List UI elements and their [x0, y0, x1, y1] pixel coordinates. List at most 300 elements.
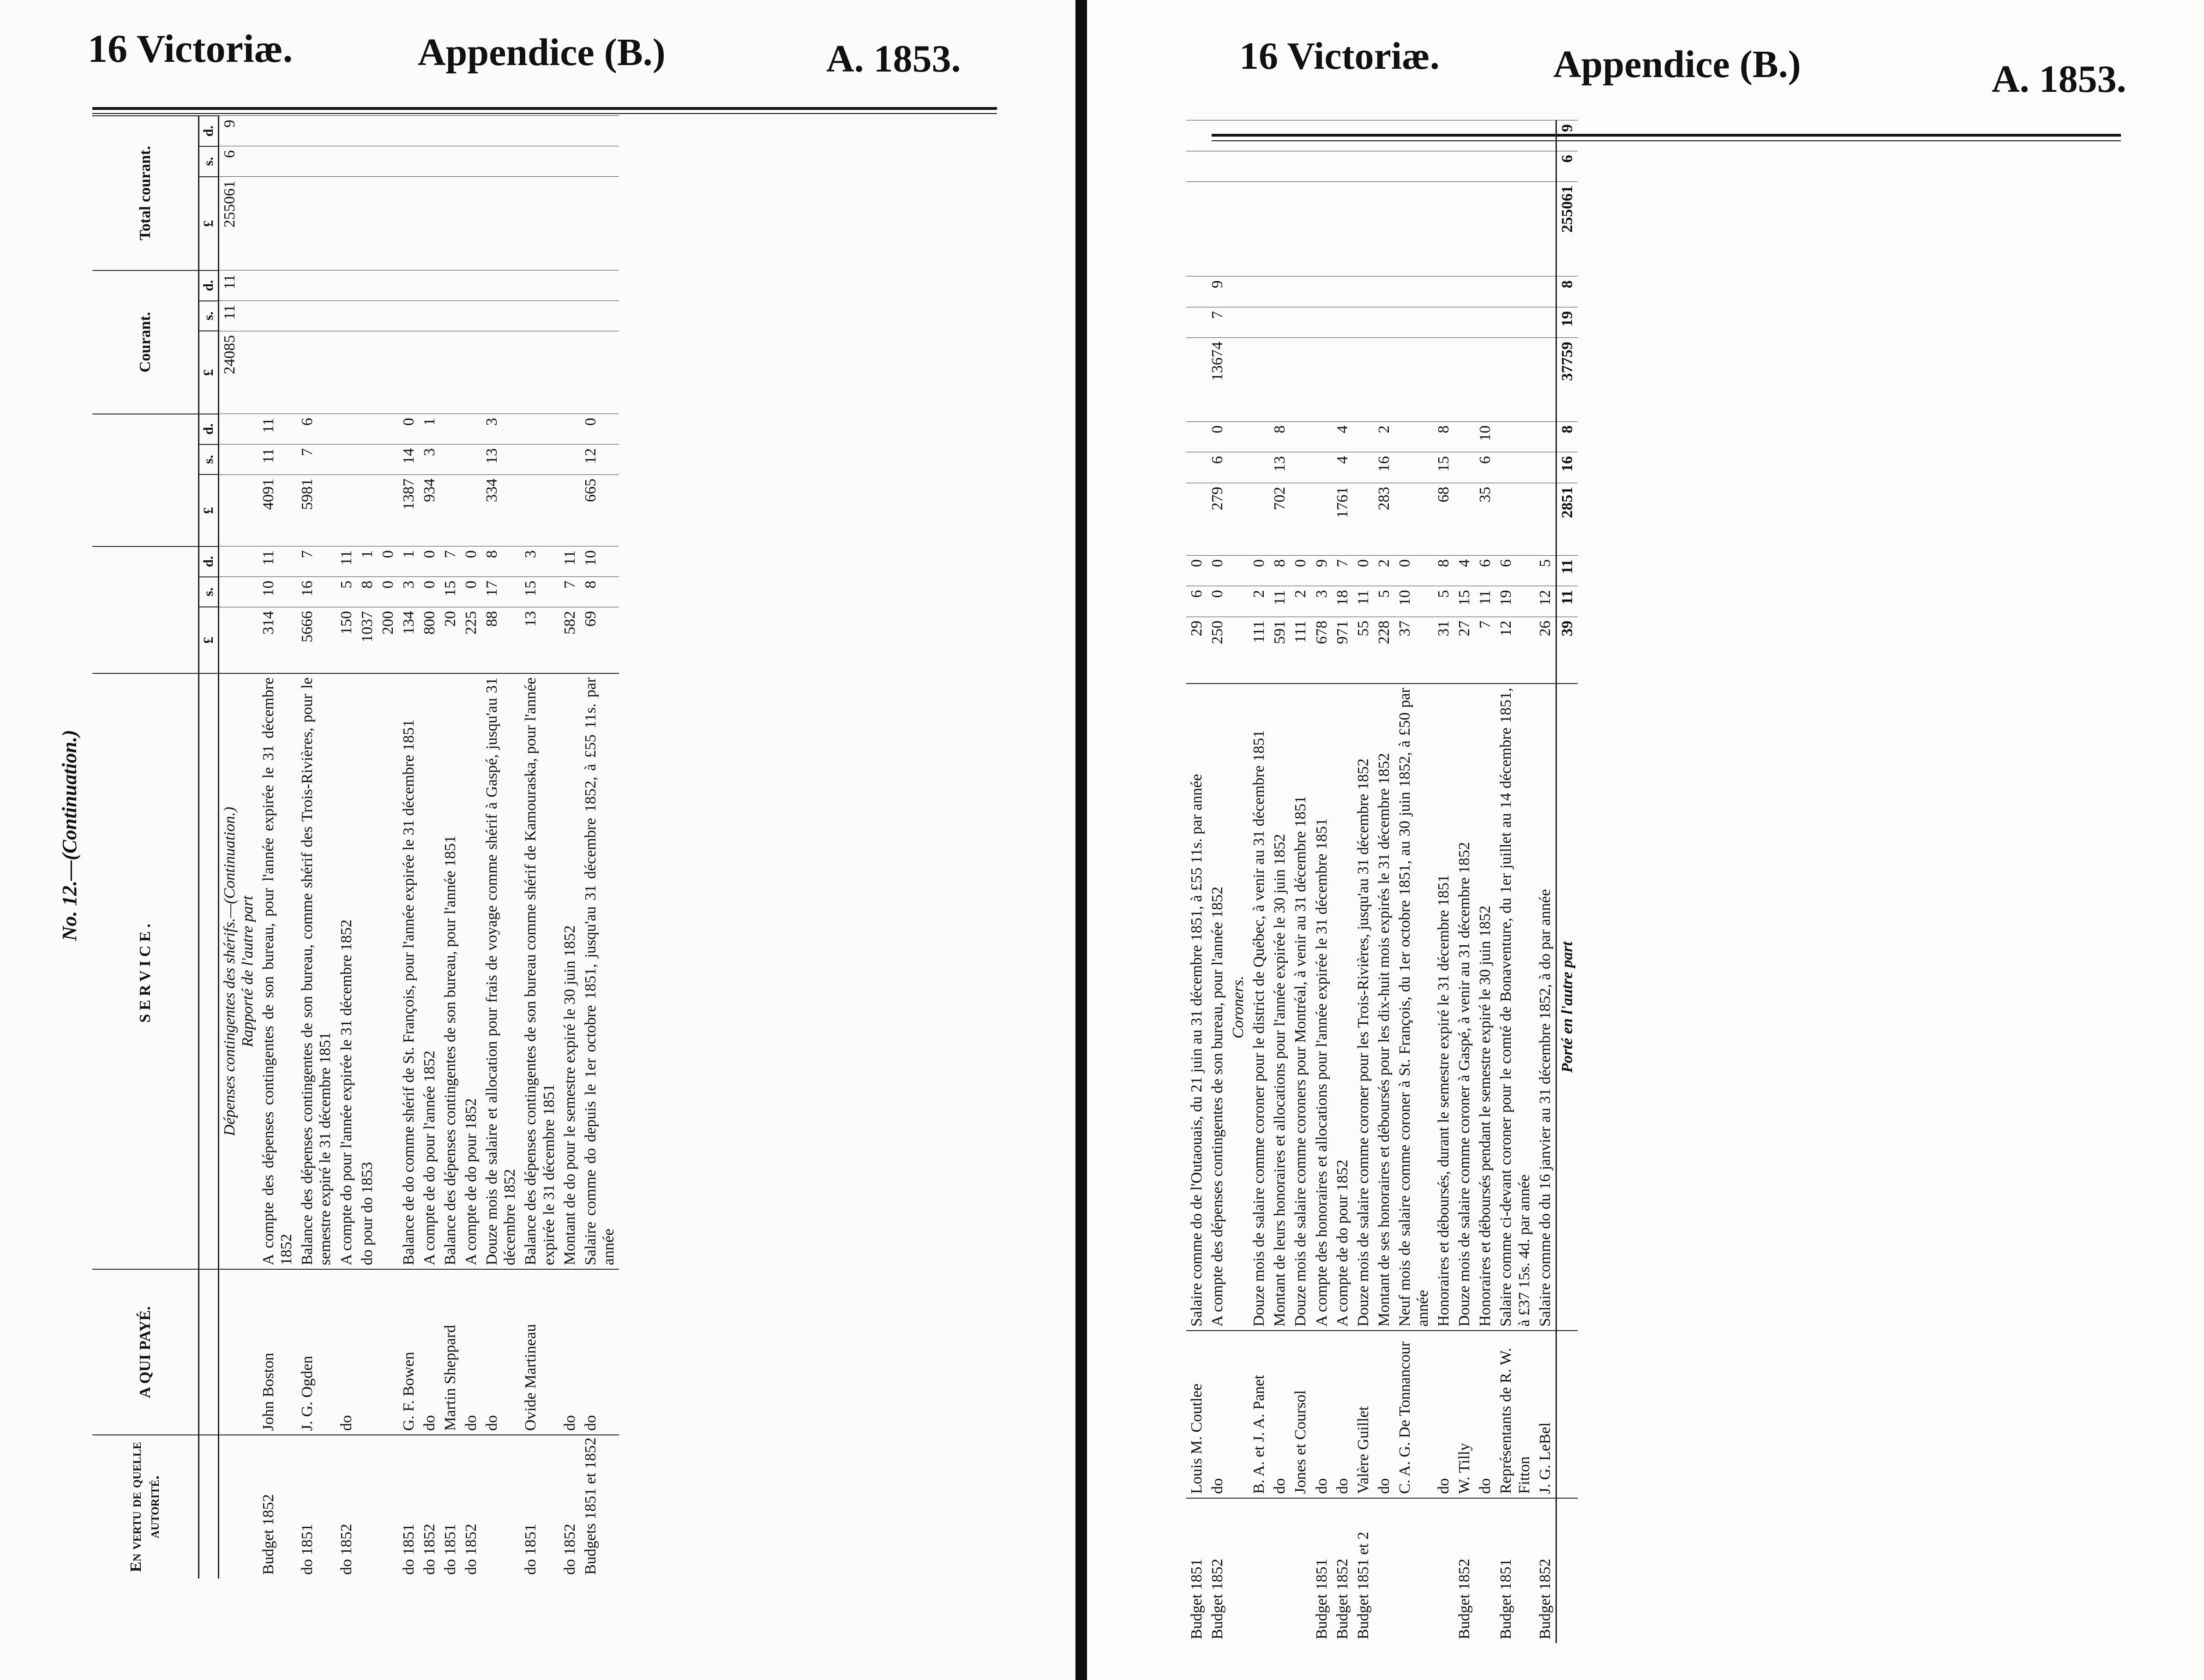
amount-pounds: 800	[419, 607, 440, 673]
service-cell: Douze mois de salaire et allocation pour frais de voyage comme shérif à Gaspé, jusqu'au 31 décembre 1852	[481, 673, 520, 1270]
subtotal-pounds: 1387	[398, 474, 419, 546]
subtotal-pounds	[1394, 483, 1433, 555]
authority-cell: do 1852	[336, 1435, 357, 1578]
courant-pounds	[419, 331, 440, 414]
courant-pounds	[481, 331, 520, 414]
total-pence	[258, 116, 297, 146]
payee-cell: do	[1374, 1331, 1394, 1498]
total-pounds	[580, 177, 619, 270]
courant-shillings	[398, 301, 419, 331]
subtotal-shillings: 7	[297, 444, 336, 475]
subtotal-pence	[559, 414, 580, 444]
authority-cell	[378, 1435, 398, 1578]
amount-pence: 7	[1332, 555, 1353, 586]
section-heading: Coroners.	[1228, 684, 1249, 1331]
shilling-sign: s.	[198, 146, 219, 177]
total-shillings	[559, 146, 580, 177]
amount-shillings: 10	[258, 577, 297, 607]
subtotal-shillings	[520, 444, 559, 475]
authority-cell: do 1851	[297, 1435, 336, 1578]
total-shillings	[297, 146, 336, 177]
total-subtotal-pence: 8	[1556, 421, 1578, 452]
amount-shillings: 8	[580, 577, 619, 607]
courant-pence	[1475, 276, 1495, 307]
total-shillings	[1394, 151, 1433, 181]
grand-total-pounds: 255061	[1556, 182, 1578, 276]
courant-pounds	[1249, 338, 1269, 421]
col-authority: En vertu de quelle autorité.	[92, 1435, 198, 1578]
courant-pence	[258, 270, 297, 301]
payee-cell: Valère Guillet	[1353, 1331, 1374, 1498]
amount-pence: 6	[1475, 555, 1495, 586]
subtotal-shillings	[559, 444, 580, 475]
service-cell: Honoraires et déboursés, durant le semestre expiré le 31 décembre 1851	[1433, 684, 1454, 1331]
payee-cell: Ovide Martineau	[520, 1269, 559, 1435]
running-head-reign: 16 Victoriæ.	[88, 26, 293, 71]
total-pounds	[1249, 182, 1269, 276]
courant-shillings	[1311, 307, 1332, 337]
subtotal-shillings	[1495, 452, 1534, 483]
amount-pence: 5	[1535, 555, 1556, 586]
courant-pounds	[461, 331, 481, 414]
courant-pence	[1290, 276, 1311, 307]
service-cell: Douze mois de salaire comme coroner pour les Trois-Rivières, jusqu'au 31 décembre 1852	[1353, 684, 1374, 1331]
total-pence	[1207, 120, 1228, 151]
authority-cell	[1269, 1498, 1290, 1643]
subtotal-pounds	[1495, 483, 1534, 555]
amount-pence: 0	[378, 546, 398, 577]
total-pounds	[1228, 182, 1249, 276]
payee-cell: do	[1269, 1331, 1290, 1498]
subtotal-shillings	[336, 444, 357, 475]
total-shillings	[398, 146, 419, 177]
header-rule	[92, 107, 997, 110]
table-row	[559, 116, 580, 1578]
courant-pounds	[440, 331, 461, 414]
amount-pence: 2	[1374, 555, 1394, 586]
total-pence	[1311, 120, 1332, 151]
authority-cell	[1249, 1498, 1269, 1643]
subtotal-pence: 6	[297, 414, 336, 444]
amount-pence: 7	[440, 546, 461, 577]
amount-pounds: 5666	[297, 607, 336, 673]
courant-pence	[378, 270, 398, 301]
subtotal-pounds	[440, 474, 461, 546]
running-head-year: A. 1853.	[1992, 58, 2126, 101]
running-head-title: Appendice (B.)	[418, 31, 666, 74]
total-pence	[1454, 120, 1475, 151]
courant-pence	[461, 270, 481, 301]
courant-pounds	[580, 331, 619, 414]
table-row	[398, 116, 419, 1578]
total-shillings	[580, 146, 619, 177]
col-service: SERVICE.	[92, 673, 198, 1270]
courant-shillings	[440, 301, 461, 331]
service-cell: Salaire comme do depuis le 1er octobre 1851, jusqu'au 31 décembre 1852, à £55 11s. par année	[580, 673, 619, 1270]
courant-pence	[1269, 276, 1290, 307]
payee-cell: G. F. Bowen	[398, 1269, 419, 1435]
authority-cell	[1433, 1498, 1454, 1643]
amount-pence: 0	[1186, 555, 1207, 586]
courant-pence	[297, 270, 336, 301]
total-pounds	[461, 177, 481, 270]
courant-pounds	[258, 331, 297, 414]
courant-pounds	[1394, 338, 1433, 421]
total-pounds	[1353, 182, 1374, 276]
courant-shillings	[1433, 307, 1454, 337]
payee-cell: do	[1332, 1331, 1353, 1498]
courant-shillings	[1475, 307, 1495, 337]
subtotal-pence: 8	[1433, 421, 1454, 452]
col-payee: A QUI PAYÉ.	[92, 1269, 198, 1435]
authority-cell: Budget 1852	[1454, 1498, 1475, 1643]
total-pounds	[1475, 182, 1495, 276]
service-cell: Douze mois de salaire comme coroner à Gaspé, à venir au 31 décembre 1852	[1454, 684, 1475, 1331]
subtotal-pence	[1249, 421, 1269, 452]
table-row	[1394, 120, 1433, 1644]
amount-shillings: 2	[1249, 586, 1269, 617]
service-cell: Balance des dépenses contingentes de son bureau, comme shérif des Trois-Rivières, pour le semestre expiré le 31 décembre 1851	[297, 673, 336, 1270]
courant-pence	[481, 270, 520, 301]
amount-pounds: 150	[336, 607, 357, 673]
amount-pounds: 228	[1374, 617, 1394, 684]
courant-pence	[1374, 276, 1394, 307]
subtotal-pence	[1353, 421, 1374, 452]
payee-cell: do	[336, 1269, 357, 1435]
total-pence	[1186, 120, 1207, 151]
authority-cell	[1475, 1498, 1495, 1643]
courant-shillings	[1249, 307, 1269, 337]
courant-shillings	[1228, 307, 1249, 337]
subtotal-shillings: 6	[1207, 452, 1228, 483]
courant-pounds	[520, 331, 559, 414]
subtotal-shillings	[1249, 452, 1269, 483]
subtotal-pence	[1311, 421, 1332, 452]
courant-pounds	[1454, 338, 1475, 421]
total-pence	[336, 116, 357, 146]
table-row	[419, 116, 440, 1578]
shilling-sign: s.	[198, 444, 219, 475]
subtotal-shillings: 3	[419, 444, 440, 475]
courant-shillings	[1495, 307, 1534, 337]
total-pounds	[398, 177, 419, 270]
payee-cell: do	[580, 1269, 619, 1435]
total-shillings	[1495, 151, 1534, 181]
table-row	[1535, 120, 1556, 1644]
total-pounds	[378, 177, 398, 270]
shilling-sign: s.	[198, 301, 219, 331]
ledger-table-left	[92, 115, 619, 1578]
subtotal-pence	[1535, 421, 1556, 452]
service-cell: A compte des dépenses contingentes de son bureau, pour l'année expirée le 31 décembre 1852	[258, 673, 297, 1270]
table-row	[1433, 120, 1454, 1644]
amount-pence: 8	[1269, 555, 1290, 586]
courant-shillings	[1535, 307, 1556, 337]
total-courant-pounds: 37759	[1556, 338, 1578, 421]
service-cell: Douze mois de salaire comme coroners pour Montréal, à venir au 31 décembre 1851	[1290, 684, 1311, 1331]
brought-forward-courant-pence: 11	[219, 270, 258, 301]
courant-shillings	[481, 301, 520, 331]
brought-forward-courant-shillings: 11	[219, 301, 258, 331]
payee-cell: Louis M. Coutlee	[1186, 1331, 1207, 1498]
table-row	[580, 116, 619, 1578]
subtotal-shillings	[440, 444, 461, 475]
subtotal-shillings: 12	[580, 444, 619, 475]
subtotal-pounds: 702	[1269, 483, 1290, 555]
subtotal-pounds: 665	[580, 474, 619, 546]
courant-pounds	[1535, 338, 1556, 421]
payee-cell: do	[1311, 1331, 1332, 1498]
authority-cell: Budget 1852	[1332, 1498, 1353, 1643]
subtotal-pence	[1495, 421, 1534, 452]
total-pence	[1228, 120, 1249, 151]
courant-shillings	[1332, 307, 1353, 337]
courant-pence	[357, 270, 378, 301]
payee-cell: do	[559, 1269, 580, 1435]
total-pounds	[357, 177, 378, 270]
total-shillings	[336, 146, 357, 177]
total-courant-shillings: 19	[1556, 307, 1578, 337]
authority-cell: Budget 1851	[1186, 1498, 1207, 1643]
subtotal-pence	[336, 414, 357, 444]
amount-shillings: 16	[297, 577, 336, 607]
col-total: Total courant.	[92, 116, 198, 270]
subtotal-pounds	[1228, 483, 1249, 555]
amount-shillings: 5	[336, 577, 357, 607]
subtotal-pence	[461, 414, 481, 444]
subtotal-pounds: 68	[1433, 483, 1454, 555]
table-row	[336, 116, 357, 1578]
subtotal-pounds: 5981	[297, 474, 336, 546]
table-row	[1311, 120, 1332, 1644]
subtotal-pounds	[559, 474, 580, 546]
authority-cell: do 1851	[520, 1435, 559, 1578]
total-shillings	[1311, 151, 1332, 181]
ledger-body-right	[1186, 120, 1578, 1644]
subtotal-pounds	[1290, 483, 1311, 555]
service-cell: Honoraires et déboursés pendant le semestre expiré le 30 juin 1852	[1475, 684, 1495, 1331]
total-pence	[1374, 120, 1394, 151]
ledger-table-right	[1186, 120, 1578, 1643]
subtotal-pounds	[1535, 483, 1556, 555]
pence-sign: d.	[198, 116, 219, 146]
courant-pounds	[1269, 338, 1290, 421]
table-row	[461, 116, 481, 1578]
service-cell: Montant de leurs honoraires et allocations pour l'année expirée le 30 juin 1852	[1269, 684, 1290, 1331]
payee-cell	[378, 1269, 398, 1435]
grand-total-shillings: 6	[1556, 151, 1578, 181]
amount-pence: 4	[1454, 555, 1475, 586]
ledger-left-rotated	[92, 115, 1020, 1578]
courant-pence	[1495, 276, 1534, 307]
subtotal-pence	[520, 414, 559, 444]
table-row	[297, 116, 336, 1578]
courant-pence	[440, 270, 461, 301]
service-cell: A compte do pour l'année expirée le 31 décembre 1852	[336, 673, 357, 1270]
service-cell: Montant de do pour le semestre expiré le 30 juin 1852	[559, 673, 580, 1270]
payee-cell: C. A. G. De Tonnancour	[1394, 1331, 1433, 1498]
authority-cell: Budget 1852	[1535, 1498, 1556, 1643]
courant-pounds	[336, 331, 357, 414]
amount-pence: 0	[1249, 555, 1269, 586]
authority-cell	[1290, 1498, 1311, 1643]
total-pence	[419, 116, 440, 146]
subtotal-shillings	[1535, 452, 1556, 483]
col-amount	[92, 546, 198, 673]
running-head-reign: 16 Victoriæ.	[1239, 35, 1440, 78]
table-row	[1228, 120, 1249, 1644]
subtotal-pence: 11	[258, 414, 297, 444]
subtotal-shillings: 15	[1433, 452, 1454, 483]
courant-shillings	[559, 301, 580, 331]
subtotal-pounds: 1761	[1332, 483, 1353, 555]
authority-cell: do 1851	[440, 1435, 461, 1578]
courant-pence	[1535, 276, 1556, 307]
amount-pence: 8	[481, 546, 520, 577]
total-pounds	[336, 177, 357, 270]
subtotal-pence: 8	[1269, 421, 1290, 452]
total-shillings	[1249, 151, 1269, 181]
amount-pounds: 111	[1290, 617, 1311, 684]
amount-pounds: 27	[1454, 617, 1475, 684]
total-pence	[378, 116, 398, 146]
total-pence	[297, 116, 336, 146]
courant-pence	[398, 270, 419, 301]
subtotal-shillings	[1186, 452, 1207, 483]
subtotal-shillings: 16	[1374, 452, 1394, 483]
payee-cell: do	[419, 1269, 440, 1435]
total-shillings	[1332, 151, 1353, 181]
amount-pence: 1	[357, 546, 378, 577]
carried-forward-row	[1556, 120, 1578, 1644]
total-shillings	[461, 146, 481, 177]
amount-pence: 0	[1290, 555, 1311, 586]
total-pounds	[440, 177, 461, 270]
courant-pence	[1186, 276, 1207, 307]
service-cell: do pour do 1853	[357, 673, 378, 1270]
total-shillings	[378, 146, 398, 177]
payee-cell: do	[1207, 1331, 1228, 1498]
total-subtotal-shillings: 16	[1556, 452, 1578, 483]
total-shillings	[1535, 151, 1556, 181]
amount-pounds	[1228, 617, 1249, 684]
amount-shillings: 5	[1374, 586, 1394, 617]
courant-pounds	[297, 331, 336, 414]
total-pence	[1353, 120, 1374, 151]
subtotal-pounds	[336, 474, 357, 546]
table-row	[1332, 120, 1353, 1644]
subtotal-pence	[378, 414, 398, 444]
table-row	[1186, 120, 1207, 1644]
total-shillings	[1290, 151, 1311, 181]
payee-cell: do	[1475, 1331, 1495, 1498]
total-pounds	[1394, 182, 1433, 276]
courant-shillings	[520, 301, 559, 331]
total-shillings	[419, 146, 440, 177]
total-shillings	[440, 146, 461, 177]
service-cell	[378, 673, 398, 1270]
subtotal-shillings: 4	[1332, 452, 1353, 483]
service-cell: Balance des dépenses contingentes de son bureau comme shérif de Kamouraska, pour l'année expirée le 31 décembre 1851	[520, 673, 559, 1270]
authority-cell: Budget 1851 et 2	[1353, 1498, 1374, 1643]
carried-forward-label: Porté en l'autre part	[1556, 684, 1578, 1331]
total-shillings	[520, 146, 559, 177]
amount-pounds: 678	[1311, 617, 1332, 684]
total-pence	[481, 116, 520, 146]
amount-pounds: 55	[1353, 617, 1374, 684]
subtotal-shillings	[461, 444, 481, 475]
table-row	[1374, 120, 1394, 1644]
amount-shillings: 5	[1433, 586, 1454, 617]
total-shillings	[1454, 151, 1475, 181]
col-courant: Courant.	[92, 270, 198, 414]
amount-shillings: 2	[1290, 586, 1311, 617]
total-pounds	[520, 177, 559, 270]
amount-shillings	[1228, 586, 1249, 617]
subtotal-pounds	[1454, 483, 1475, 555]
subtotal-pounds	[461, 474, 481, 546]
payee-cell: do	[461, 1269, 481, 1435]
amount-pounds: 12	[1495, 617, 1534, 684]
service-cell: A compte de do pour 1852	[1332, 684, 1353, 1331]
amount-pounds: 591	[1269, 617, 1290, 684]
authority-cell: do 1852	[461, 1435, 481, 1578]
courant-shillings	[461, 301, 481, 331]
total-amount-shillings: 11	[1556, 586, 1578, 617]
total-pence	[461, 116, 481, 146]
courant-pounds	[1353, 338, 1374, 421]
amount-pounds: 314	[258, 607, 297, 673]
amount-shillings: 11	[1269, 586, 1290, 617]
amount-shillings: 12	[1535, 586, 1556, 617]
subtotal-pounds: 4091	[258, 474, 297, 546]
total-pence	[1269, 120, 1290, 151]
courant-pounds: 13674	[1207, 338, 1228, 421]
subtotal-pence: 0	[1207, 421, 1228, 452]
subtotal-pence	[1228, 421, 1249, 452]
total-shillings	[1374, 151, 1394, 181]
brought-forward-total-pounds: 255061	[219, 177, 258, 270]
ledger-body-left	[219, 116, 619, 1578]
amount-pence: 11	[258, 546, 297, 577]
courant-shillings	[1290, 307, 1311, 337]
pence-sign: d.	[198, 270, 219, 301]
col-subtotal	[92, 414, 198, 546]
total-pence	[398, 116, 419, 146]
total-pounds	[481, 177, 520, 270]
total-shillings	[1475, 151, 1495, 181]
table-row	[1249, 120, 1269, 1644]
subtotal-pence: 3	[481, 414, 520, 444]
payee-cell	[357, 1269, 378, 1435]
amount-pounds: 225	[461, 607, 481, 673]
payee-cell: B. A. et J. A. Panet	[1249, 1331, 1269, 1498]
courant-pounds	[378, 331, 398, 414]
amount-shillings: 0	[419, 577, 440, 607]
right-page	[1087, 0, 2204, 1680]
amount-pence: 10	[580, 546, 619, 577]
table-row	[481, 116, 520, 1578]
subtotal-pounds: 934	[419, 474, 440, 546]
courant-pounds	[1311, 338, 1332, 421]
pound-sign: £	[198, 607, 219, 673]
subtotal-pounds	[1353, 483, 1374, 555]
courant-shillings	[297, 301, 336, 331]
payee-cell: J. G. Ogden	[297, 1269, 336, 1435]
subtotal-pounds: 35	[1475, 483, 1495, 555]
authority-cell: Budget 1851	[1495, 1498, 1534, 1643]
courant-pence	[559, 270, 580, 301]
